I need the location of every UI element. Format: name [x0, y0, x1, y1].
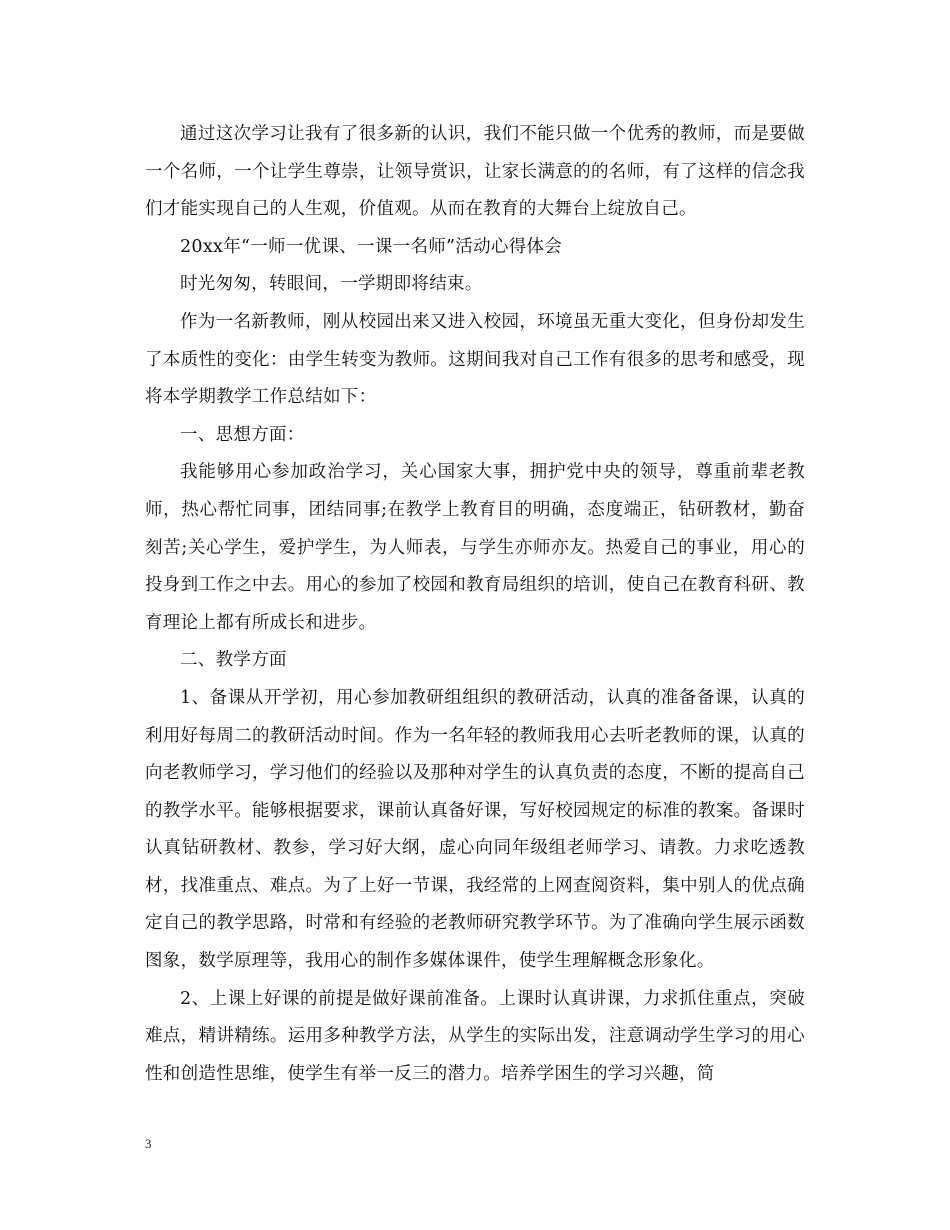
paragraph-thought: 我能够用心参加政治学习，关心国家大事，拥护党中央的领导，尊重前辈老教师，热心帮忙同事，团结同事;在教学上教育目的明确，态度端正，钻研教材，勤奋刻苦;关心学生，爱护学生，为人师表，与学生亦师亦友。热爱自己的事业，用心的投身到工作之中去。用心的参加了校园和教育局组织的培训，使自己在教育科研、教育理论上都有所成长和进步。: [145, 462, 805, 633]
paragraph-lesson-prep: 1、备课从开学初，用心参加教研组组织的教研活动，认真的准备备课，认真的利用好每周二的教研活动时间。作为一名年轻的教师我用心去听老教师的课，认真的向老教师学习，学习他们的经验以及那种对学生的认真负责的态度，不断的提高自己的教学水平。能够根据要求，课前认真备好课，写好校园规定的标准的教案。备课时认真钻研教材、教参，学习好大纲，虚心向同年级组老师学习、请教。力求吃透教材，找准重点、难点。为了上好一节课，我经常的上网查阅资料，集中别人的优点确定自己的教学思路，时常和有经验的老教师研究教学环节。为了准确向学生展示函数图象，数学原理等，我用心的制作多媒体课件，使学生理解概念形象化。: [145, 687, 805, 972]
page-number: 3: [145, 1136, 152, 1151]
document-body: [145, 116, 805, 1093]
heading-teaching: 二、教学方面: [180, 650, 287, 671]
paragraph-lesson-teaching: 2、上课上好课的前提是做好课前准备。上课时认真讲课，力求抓住重点，突破难点，精讲精练。运用多种教学方法，从学生的实际出发，注意调动学生学习的用心性和创造性思维，使学生有举一反三的潜力。培养学困生的学习兴趣，简: [145, 988, 805, 1084]
paragraph-reflection-summary: 通过这次学习让我有了很多新的认识，我们不能只做一个优秀的教师，而是要做一个名师，一个让学生尊崇，让领导赏识，让家长满意的的名师，有了这样的信念我们才能实现自己的人生观，价值观。从而在教育的大舞台上绽放自己。: [145, 124, 805, 220]
paragraph-introduction: 作为一名新教师，刚从校园出来又进入校园，环境虽无重大变化，但身份却发生了本质性的变化：由学生转变为教师。这期间我对自己工作有很多的思考和感受，现将本学期教学工作总结如下：: [145, 311, 805, 408]
heading-thought: 一、思想方面：: [180, 424, 305, 445]
section-title: 20xx年“一师一优课、一课一名师”活动心得体会: [180, 236, 563, 257]
paragraph-opening: 时光匆匆，转眼间，一学期即将结束。: [180, 274, 483, 295]
